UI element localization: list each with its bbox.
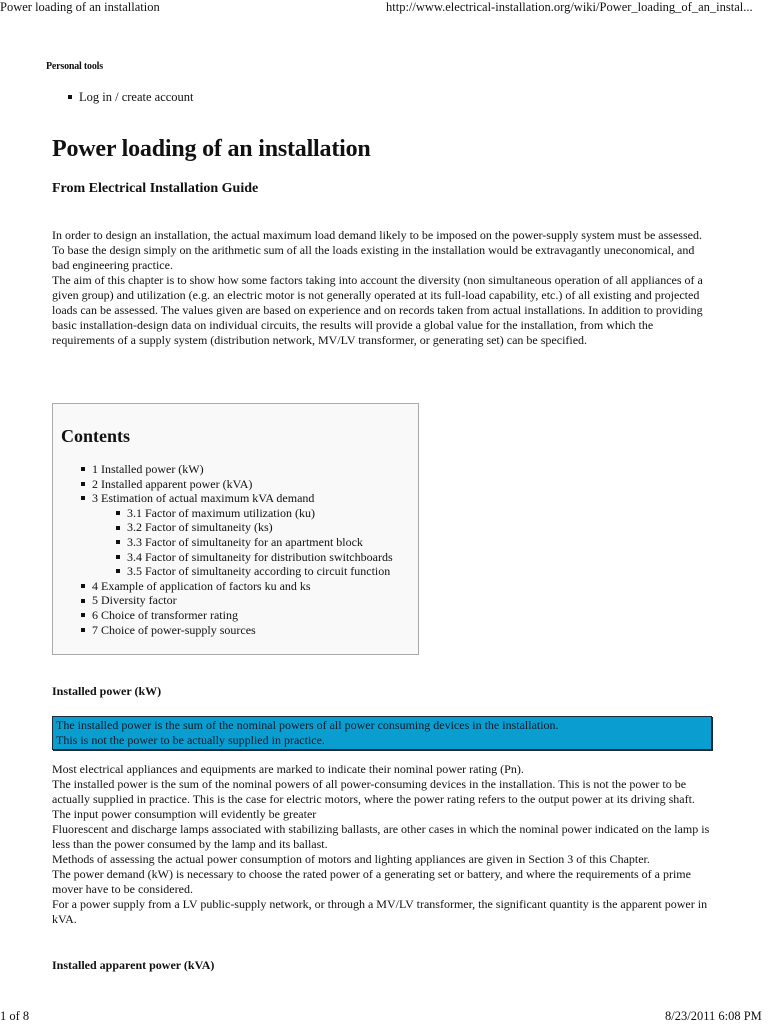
toc-item (81, 593, 393, 608)
bullet-icon (116, 555, 120, 559)
toc-title: Contents (61, 426, 131, 446)
body-paragraph: The power demand (kW) is necessary to choose the rated power of a generating set or battery, and where the requirements of a prime mover have to be considered. (52, 867, 691, 896)
toc-subitem (81, 506, 393, 521)
toc-item (81, 462, 393, 477)
bullet-icon (81, 584, 85, 588)
body-paragraph: Most electrical appliances and equipments are marked to indicate their nominal power rating (Pn). (52, 762, 524, 776)
toc-subitem (81, 564, 393, 579)
toc-link-factor-simultaneity[interactable]: 3.2 Factor of simultaneity (ks) (127, 520, 273, 535)
page-title: Power loading of an installation (52, 136, 371, 162)
bullet-icon (116, 511, 120, 515)
toc-subitem (81, 520, 393, 535)
highlight-line: This is not the power to be actually supplied in practice. (56, 733, 325, 747)
toc-link-power-supply-sources[interactable]: 7 Choice of power-supply sources (92, 622, 256, 637)
toc-list (81, 462, 393, 637)
bullet-icon (68, 95, 72, 99)
definition-highlight-box (52, 716, 712, 750)
installed-power-body (52, 762, 714, 927)
toc-link-installed-apparent-power[interactable]: 2 Installed apparent power (kVA) (92, 476, 253, 491)
toc-subitem (81, 535, 393, 550)
body-paragraph: Fluorescent and discharge lamps associated with stabilizing ballasts, are other cases in which the nominal power indicated on the lamp is less than the power consumed by the lamp and its ballast. (52, 822, 710, 851)
toc-link-installed-power[interactable]: 1 Installed power (kW) (92, 462, 204, 476)
toc-link-example-ku-ks[interactable]: 4 Example of application of factors ku and ks (92, 578, 311, 593)
toc-link-simultaneity-circuit-function[interactable]: 3.5 Factor of simultaneity according to circuit function (127, 564, 391, 579)
bullet-icon (81, 482, 85, 486)
intro-paragraph: In order to design an installation, the actual maximum load demand likely to be imposed on the power-supply system must be assessed. (52, 228, 702, 242)
print-footer-page: 1 of 8 (0, 1009, 30, 1023)
bullet-icon (81, 467, 85, 471)
personal-tools-list (68, 89, 194, 105)
bullet-icon (81, 613, 85, 617)
section-heading-installed-apparent-power: Installed apparent power (kVA) (52, 958, 215, 972)
personal-tools-heading: Personal tools (46, 61, 103, 72)
toc-item (81, 491, 393, 506)
intro-paragraph: The aim of this chapter is to show how some factors taking into account the diversity (non simultaneous operation of all appliances of a given group) and utilization (e.g. an electric motor is not generally operated at its full-load capability, etc.) of all existing and projected loads can be assessed. The values given are based on experience and on records taken from actual installations. In addition to providing basic installation-design data on individual circuits, the results will provide a global value for the installation, from which the requirements of a supply system (distribution network, MV/LV transformer, or generating set) can be specified. (52, 273, 703, 347)
login-link[interactable]: Log in / create account (79, 90, 194, 104)
body-paragraph: Methods of assessing the actual power consumption of motors and lighting appliances are given in Section 3 of this Chapter. (52, 852, 650, 866)
bullet-icon (81, 599, 85, 603)
intro-text (52, 228, 714, 348)
toc-link-factor-max-utilization[interactable]: 3.1 Factor of maximum utilization (ku) (127, 505, 315, 520)
bullet-icon (81, 496, 85, 500)
bullet-icon (116, 540, 120, 544)
toc-subitem (81, 550, 393, 565)
table-of-contents (52, 403, 419, 655)
toc-link-simultaneity-apartment[interactable]: 3.3 Factor of simultaneity for an apartment block (127, 534, 363, 549)
highlight-line: The installed power is the sum of the nominal powers of all power consuming devices in the installation. (56, 718, 559, 732)
bullet-icon (116, 526, 120, 530)
print-header-url: http://www.electrical-installation.org/wiki/Power_loading_of_an_instal... (386, 0, 753, 14)
intro-paragraph: To base the design simply on the arithmetic sum of all the loads existing in the installation would be extravagantly uneconomical, and bad engineering practice. (52, 243, 695, 272)
personal-tools-item (68, 89, 194, 105)
toc-item (81, 623, 393, 638)
print-footer-datetime: 8/23/2011 6:08 PM (665, 1009, 762, 1023)
toc-link-transformer-rating[interactable]: 6 Choice of transformer rating (92, 607, 238, 622)
page-subtitle: From Electrical Installation Guide (52, 181, 259, 196)
body-paragraph: The installed power is the sum of the nominal powers of all power-consuming devices in the installation. This is not the power to be actually supplied in practice. This is the case for electric motors, where the power rating refers to the output power at its driving shaft. The input power consumption will evidently be greater (52, 777, 695, 821)
toc-link-simultaneity-switchboards[interactable]: 3.4 Factor of simultaneity for distribution switchboards (127, 549, 393, 564)
toc-item (81, 608, 393, 623)
bullet-icon (81, 628, 85, 632)
body-paragraph: For a power supply from a LV public-supply network, or through a MV/LV transformer, the significant quantity is the apparent power in kVA. (52, 897, 708, 926)
toc-item (81, 477, 393, 492)
toc-link-diversity-factor[interactable]: 5 Diversity factor (92, 593, 177, 608)
toc-item (81, 579, 393, 594)
print-header-title: Power loading of an installation (0, 0, 160, 14)
section-heading-installed-power: Installed power (kW) (52, 684, 162, 698)
bullet-icon (116, 569, 120, 573)
toc-link-estimation-max-kva[interactable]: 3 Estimation of actual maximum kVA demand (92, 491, 315, 506)
